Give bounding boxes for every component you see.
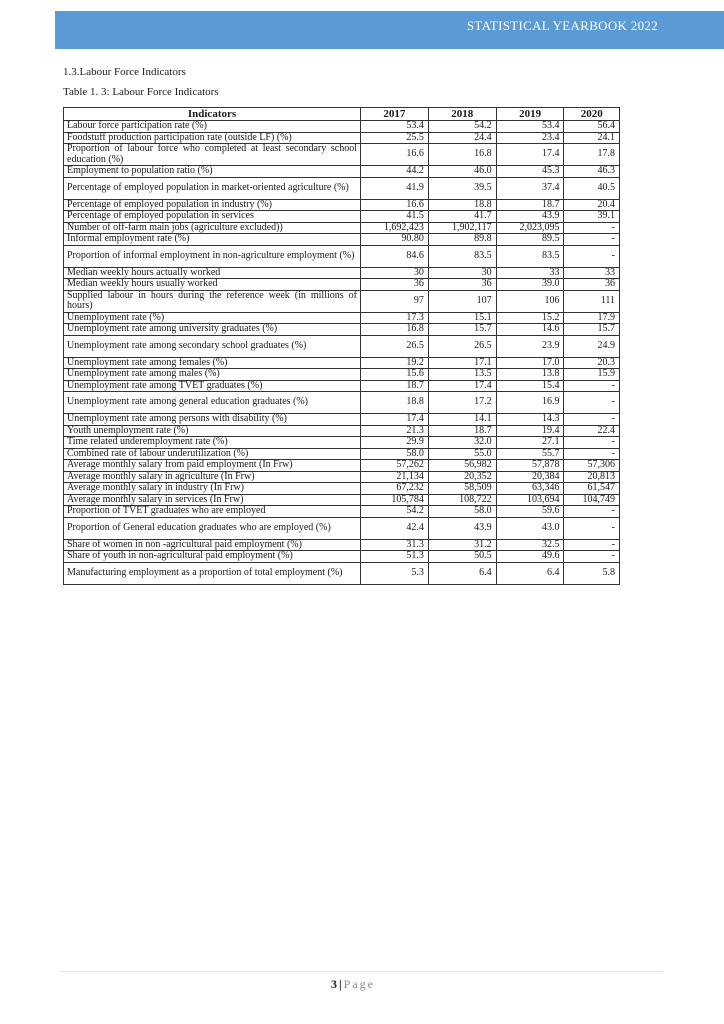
table-row	[64, 222, 620, 234]
table-row	[64, 177, 620, 199]
value-cell: 2,023,095	[496, 222, 564, 234]
table-row	[64, 245, 620, 267]
value-cell: 14.1	[428, 414, 496, 426]
indicator-label: Time related underemployment rate (%)	[64, 437, 361, 449]
value-cell: 17.8	[564, 144, 620, 166]
value-cell: 17.9	[564, 312, 620, 324]
indicator-label: Unemployment rate among males (%)	[64, 369, 361, 381]
value-cell: 17.4	[361, 414, 429, 426]
table-row	[64, 199, 620, 211]
table-header-row	[64, 108, 620, 121]
value-cell: 13.5	[428, 369, 496, 381]
value-cell: 49.6	[496, 551, 564, 563]
value-cell: 20.4	[564, 199, 620, 211]
table-row	[64, 234, 620, 246]
value-cell: 23.4	[496, 132, 564, 144]
table-row	[64, 121, 620, 133]
value-cell: 22.4	[564, 425, 620, 437]
value-cell: 43.0	[496, 517, 564, 539]
value-cell: 104,749	[564, 494, 620, 506]
value-cell: -	[564, 437, 620, 449]
indicator-label: Number of off-farm main jobs (agriculture excluded))	[64, 222, 361, 234]
indicator-label: Share of youth in non-agricultural paid employment (%)	[64, 551, 361, 563]
value-cell: 24.4	[428, 132, 496, 144]
indicator-label: Median weekly hours actually worked	[64, 267, 361, 279]
value-cell: 58,509	[428, 483, 496, 495]
table-row	[64, 460, 620, 472]
value-cell: -	[564, 414, 620, 426]
value-cell: 19.2	[361, 357, 429, 369]
value-cell: 61,547	[564, 483, 620, 495]
value-cell: 14.6	[496, 324, 564, 336]
value-cell: 55.0	[428, 448, 496, 460]
value-cell: 24.9	[564, 335, 620, 357]
value-cell: 39.1	[564, 211, 620, 223]
value-cell: 21.3	[361, 425, 429, 437]
indicator-label: Percentage of employed population in industry (%)	[64, 199, 361, 211]
value-cell: 84.6	[361, 245, 429, 267]
value-cell: 19.4	[496, 425, 564, 437]
value-cell: 14.3	[496, 414, 564, 426]
indicator-label: Employment to population ratio (%)	[64, 166, 361, 178]
value-cell: 15.9	[564, 369, 620, 381]
indicator-label: Unemployment rate (%)	[64, 312, 361, 324]
value-cell: 51.3	[361, 551, 429, 563]
yearbook-title: STATISTICAL YEARBOOK 2022	[466, 18, 658, 33]
value-cell: -	[564, 551, 620, 563]
indicator-label: Unemployment rate among secondary school graduates (%)	[64, 335, 361, 357]
indicator-label: Supplied labour in hours during the reference week (in millions of hours)	[64, 290, 361, 312]
value-cell: 32.0	[428, 437, 496, 449]
table-row	[64, 551, 620, 563]
value-cell: 58.0	[361, 448, 429, 460]
indicator-label: Share of women in non -agricultural paid employment (%)	[64, 539, 361, 551]
table-row	[64, 539, 620, 551]
indicator-label: Percentage of employed population in market-oriented agriculture (%)	[64, 177, 361, 199]
header-year-2020: 2020	[564, 108, 620, 121]
indicator-label: Proportion of TVET graduates who are employed	[64, 506, 361, 518]
value-cell: 18.7	[496, 199, 564, 211]
labour-force-table	[63, 107, 620, 585]
value-cell: 41.7	[428, 211, 496, 223]
value-cell: 16.8	[428, 144, 496, 166]
value-cell: 36	[428, 279, 496, 291]
value-cell: 17.2	[428, 392, 496, 414]
value-cell: -	[564, 392, 620, 414]
value-cell: 83.5	[428, 245, 496, 267]
value-cell: 56.4	[564, 121, 620, 133]
value-cell: 15.1	[428, 312, 496, 324]
value-cell: 50.5	[428, 551, 496, 563]
value-cell: 20,384	[496, 471, 564, 483]
value-cell: 27.1	[496, 437, 564, 449]
table-body	[64, 121, 620, 585]
value-cell: 56,982	[428, 460, 496, 472]
value-cell: 25.5	[361, 132, 429, 144]
indicator-label: Median weekly hours usually worked	[64, 279, 361, 291]
value-cell: 57,262	[361, 460, 429, 472]
header-banner	[55, 11, 724, 49]
table-caption: Table 1. 3: Labour Force Indicators	[63, 86, 219, 98]
value-cell: 41.5	[361, 211, 429, 223]
indicator-label: Average monthly salary in agriculture (In Frw)	[64, 471, 361, 483]
table-row	[64, 279, 620, 291]
value-cell: 39.5	[428, 177, 496, 199]
value-cell: -	[564, 245, 620, 267]
value-cell: 17.4	[496, 144, 564, 166]
value-cell: 83.5	[496, 245, 564, 267]
value-cell: -	[564, 222, 620, 234]
page-number-value: 3	[331, 977, 337, 991]
value-cell: 59.6	[496, 506, 564, 518]
value-cell: 6.4	[496, 562, 564, 584]
value-cell: 44.2	[361, 166, 429, 178]
value-cell: 57,878	[496, 460, 564, 472]
value-cell: 5.3	[361, 562, 429, 584]
value-cell: 20,813	[564, 471, 620, 483]
value-cell: 53.4	[361, 121, 429, 133]
table-row	[64, 132, 620, 144]
value-cell: 1,902,117	[428, 222, 496, 234]
value-cell: 15.7	[428, 324, 496, 336]
value-cell: 54.2	[428, 121, 496, 133]
value-cell: 33	[496, 267, 564, 279]
value-cell: 39.0	[496, 279, 564, 291]
value-cell: 18.7	[361, 380, 429, 392]
value-cell: 32.5	[496, 539, 564, 551]
value-cell: 26.5	[361, 335, 429, 357]
indicator-label: Proportion of General education graduates who are employed (%)	[64, 517, 361, 539]
table-row	[64, 166, 620, 178]
value-cell: 90.80	[361, 234, 429, 246]
value-cell: 17.1	[428, 357, 496, 369]
value-cell: 53.4	[496, 121, 564, 133]
value-cell: 5.8	[564, 562, 620, 584]
value-cell: 42.4	[361, 517, 429, 539]
page-number	[331, 977, 375, 992]
table-row	[64, 425, 620, 437]
table-row	[64, 211, 620, 223]
value-cell: 45.3	[496, 166, 564, 178]
header-indicators: Indicators	[64, 108, 361, 121]
value-cell: 46.0	[428, 166, 496, 178]
value-cell: 36	[564, 279, 620, 291]
indicator-label: Unemployment rate among persons with disability (%)	[64, 414, 361, 426]
value-cell: 89.5	[496, 234, 564, 246]
indicator-label: Foodstuff production participation rate (outside LF) (%)	[64, 132, 361, 144]
value-cell: -	[564, 448, 620, 460]
table-row	[64, 506, 620, 518]
indicator-label: Percentage of employed population in services	[64, 211, 361, 223]
indicator-label: Unemployment rate among university graduates (%)	[64, 324, 361, 336]
value-cell: 15.7	[564, 324, 620, 336]
page-separator: |	[339, 977, 342, 991]
indicator-label: Unemployment rate among TVET graduates (%)	[64, 380, 361, 392]
value-cell: 26.5	[428, 335, 496, 357]
value-cell: 31.3	[361, 539, 429, 551]
table-row	[64, 562, 620, 584]
value-cell: 15.2	[496, 312, 564, 324]
value-cell: 105,784	[361, 494, 429, 506]
table-row	[64, 380, 620, 392]
value-cell: 16.9	[496, 392, 564, 414]
value-cell: 111	[564, 290, 620, 312]
table-row	[64, 335, 620, 357]
value-cell: -	[564, 506, 620, 518]
value-cell: 16.6	[361, 144, 429, 166]
value-cell: 40.5	[564, 177, 620, 199]
table-row	[64, 144, 620, 166]
indicator-label: Proportion of informal employment in non-agriculture employment (%)	[64, 245, 361, 267]
table-row	[64, 471, 620, 483]
table-row	[64, 414, 620, 426]
value-cell: -	[564, 539, 620, 551]
value-cell: 31.2	[428, 539, 496, 551]
value-cell: 33	[564, 267, 620, 279]
value-cell: 103,694	[496, 494, 564, 506]
value-cell: 20.3	[564, 357, 620, 369]
value-cell: 13.8	[496, 369, 564, 381]
table-row	[64, 324, 620, 336]
value-cell: -	[564, 380, 620, 392]
header-year-2017: 2017	[361, 108, 429, 121]
value-cell: 46.3	[564, 166, 620, 178]
value-cell: 18.8	[428, 199, 496, 211]
value-cell: 17.0	[496, 357, 564, 369]
value-cell: 15.6	[361, 369, 429, 381]
indicator-label: Combined rate of labour underutilization (%)	[64, 448, 361, 460]
table-row	[64, 448, 620, 460]
value-cell: 18.7	[428, 425, 496, 437]
value-cell: 67,232	[361, 483, 429, 495]
table-row	[64, 267, 620, 279]
indicator-label: Average monthly salary from paid employment (In Frw)	[64, 460, 361, 472]
value-cell: 24.1	[564, 132, 620, 144]
indicator-label: Proportion of labour force who completed at least secondary school education (%)	[64, 144, 361, 166]
indicator-label: Labour force participation rate (%)	[64, 121, 361, 133]
value-cell: 37.4	[496, 177, 564, 199]
indicator-label: Informal employment rate (%)	[64, 234, 361, 246]
value-cell: 17.4	[428, 380, 496, 392]
value-cell: 15.4	[496, 380, 564, 392]
indicator-label: Average monthly salary in services (In Frw)	[64, 494, 361, 506]
indicator-label: Manufacturing employment as a proportion of total employment (%)	[64, 562, 361, 584]
value-cell: 97	[361, 290, 429, 312]
table-row	[64, 517, 620, 539]
value-cell: 16.6	[361, 199, 429, 211]
table-row	[64, 494, 620, 506]
indicator-label: Average monthly salary in industry (In Frw)	[64, 483, 361, 495]
table-row	[64, 437, 620, 449]
value-cell: 29.9	[361, 437, 429, 449]
value-cell: 16.8	[361, 324, 429, 336]
value-cell: -	[564, 517, 620, 539]
value-cell: 89.8	[428, 234, 496, 246]
table-row	[64, 290, 620, 312]
value-cell: 41.9	[361, 177, 429, 199]
value-cell: 20,352	[428, 471, 496, 483]
indicator-label: Unemployment rate among general education graduates (%)	[64, 392, 361, 414]
page-word: Page	[343, 977, 375, 991]
value-cell: 57,306	[564, 460, 620, 472]
value-cell: 43.9	[496, 211, 564, 223]
table-row	[64, 483, 620, 495]
value-cell: 58.0	[428, 506, 496, 518]
value-cell: 36	[361, 279, 429, 291]
indicator-label: Youth unemployment rate (%)	[64, 425, 361, 437]
value-cell: 55.7	[496, 448, 564, 460]
value-cell: 21,134	[361, 471, 429, 483]
value-cell: 1,692,423	[361, 222, 429, 234]
value-cell: 107	[428, 290, 496, 312]
indicator-label: Unemployment rate among females (%)	[64, 357, 361, 369]
table-row	[64, 357, 620, 369]
value-cell: -	[564, 234, 620, 246]
header-year-2018: 2018	[428, 108, 496, 121]
table-row	[64, 392, 620, 414]
value-cell: 54.2	[361, 506, 429, 518]
header-year-2019: 2019	[496, 108, 564, 121]
value-cell: 6.4	[428, 562, 496, 584]
value-cell: 17.3	[361, 312, 429, 324]
value-cell: 43.9	[428, 517, 496, 539]
section-title: 1.3.Labour Force Indicators	[63, 66, 186, 78]
value-cell: 23.9	[496, 335, 564, 357]
footer-divider	[60, 971, 663, 972]
value-cell: 30	[361, 267, 429, 279]
value-cell: 106	[496, 290, 564, 312]
value-cell: 108,722	[428, 494, 496, 506]
value-cell: 63,346	[496, 483, 564, 495]
table-row	[64, 312, 620, 324]
value-cell: 30	[428, 267, 496, 279]
value-cell: 18.8	[361, 392, 429, 414]
table-row	[64, 369, 620, 381]
